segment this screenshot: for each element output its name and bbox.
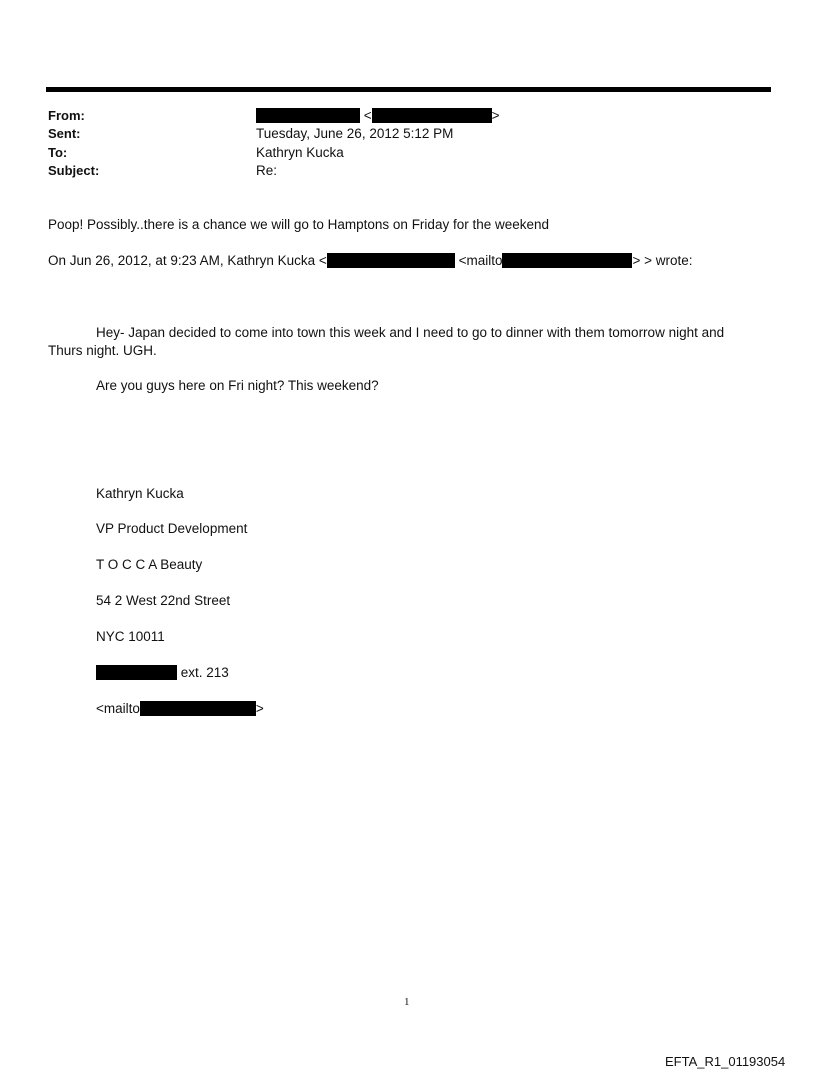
redacted-sender-name: [256, 108, 360, 123]
signature-mailto-open: <mailto: [96, 701, 140, 716]
redacted-signature-email: [140, 701, 256, 716]
from-lt: <: [363, 108, 372, 123]
quote-intro-prefix: On Jun 26, 2012, at 9:23 AM, Kathryn Kucka <: [48, 253, 327, 268]
quoted-line-1: Hey- Japan decided to come into town this week and I need to go to dinner with them tomorrow night and: [96, 325, 725, 340]
from-label: From:: [48, 108, 85, 123]
signature-company: T O C C A Beauty: [96, 557, 203, 572]
signature-phone: [96, 665, 229, 680]
to-label: To:: [48, 145, 68, 160]
redacted-email: [327, 253, 455, 268]
reply-text: Poop! Possibly..there is a chance we will go to Hamptons on Friday for the weekend: [48, 217, 550, 232]
to-value: Kathryn Kucka: [256, 145, 344, 160]
sent-label: Sent:: [48, 126, 81, 141]
redacted-phone: [96, 665, 177, 680]
signature-mailto-close: >: [255, 701, 264, 716]
signature-mailto: [96, 701, 264, 716]
signature-city: NYC 10011: [96, 629, 165, 644]
quote-intro-mailto: <mailto: [458, 253, 503, 268]
subject-value: Re:: [256, 163, 278, 178]
signature-ext: ext. 213: [180, 665, 229, 680]
redacted-sender-email: [372, 108, 492, 123]
signature-street: 54 2 West 22nd Street: [96, 593, 231, 608]
from-value: [256, 108, 500, 123]
signature-title: VP Product Development: [96, 521, 248, 536]
quoted-line-3: Are you guys here on Fri night? This weekend?: [96, 378, 379, 393]
sent-value: Tuesday, June 26, 2012 5:12 PM: [256, 126, 454, 141]
quote-intro-suffix: > > wrote:: [632, 253, 693, 268]
signature-name: Kathryn Kucka: [96, 486, 184, 501]
quoted-line-2: Thurs night. UGH.: [48, 343, 157, 358]
bates-number: EFTA_R1_01193054: [665, 1054, 786, 1069]
page-number: 1: [404, 996, 410, 1008]
from-gt: >: [491, 108, 500, 123]
quote-intro: [48, 253, 693, 268]
redacted-mailto: [502, 253, 632, 268]
header-rule: [46, 87, 771, 92]
subject-label: Subject:: [48, 163, 100, 178]
